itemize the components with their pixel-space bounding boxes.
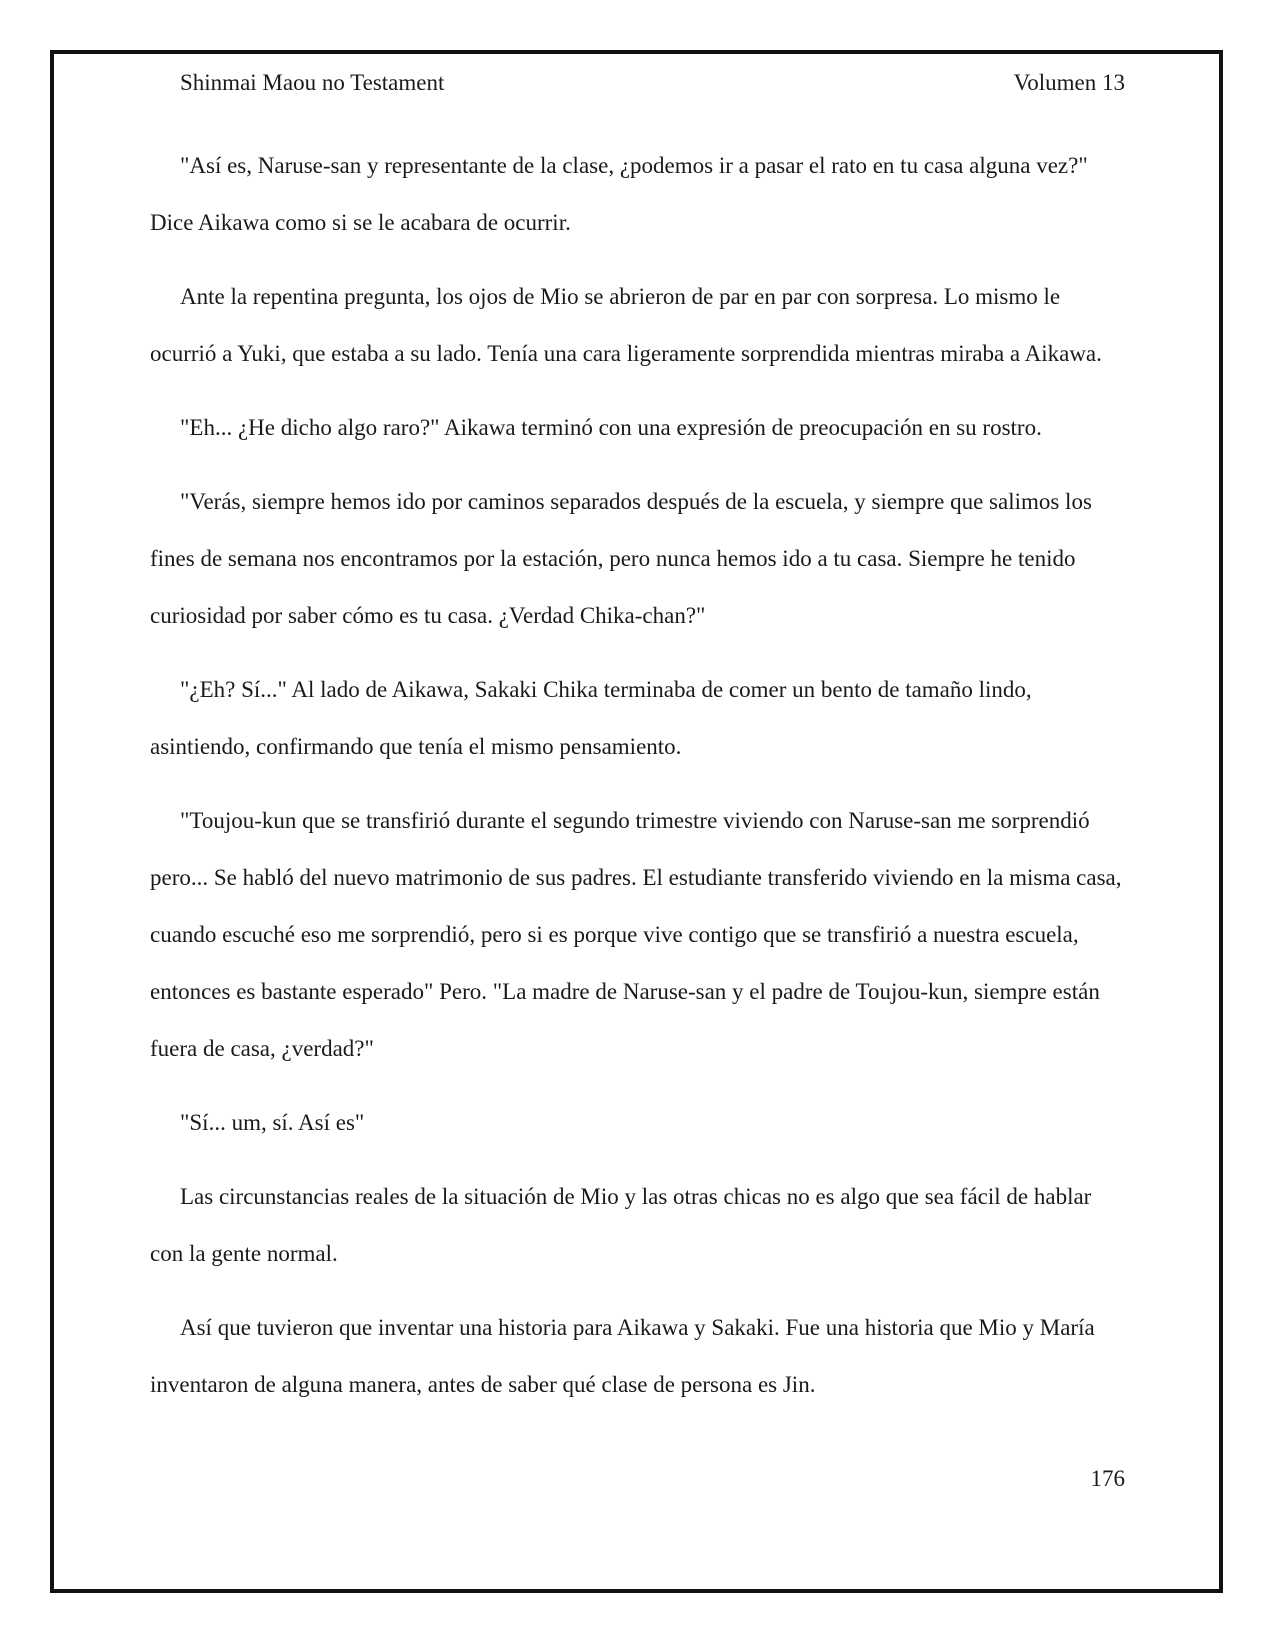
paragraph: "Eh... ¿He dicho algo raro?" Aikawa terminó con una expresión de preocupación en su rostro. — [180, 415, 1042, 440]
page-number: 176 — [1090, 1466, 1125, 1491]
paragraph: "Toujou-kun que se transfirió durante el segundo trimestre viviendo con Naruse-san me sorprendió pero... Se habló del nuevo matrimonio de sus padres. El estudiante transferido viviendo en la misma casa, cuando escuché eso me sorprendió, pero si es porque vive contigo que se transfirió a nuestra escuela, entonces es bastante esperado" Pero. "La madre de Naruse-san y el padre de Toujou-kun, siempre están fuera de casa, ¿verdad?" — [150, 808, 1122, 1061]
paragraph: "Así es, Naruse-san y representante de la clase, ¿podemos ir a pasar el rato en tu casa alguna vez?" Dice Aikawa como si se le acabara de ocurrir. — [150, 153, 1088, 235]
paragraph: Las circunstancias reales de la situación de Mio y las otras chicas no es algo que sea fácil de hablar con la gente normal. — [150, 1184, 1092, 1266]
book-title: Shinmai Maou no Testament — [180, 70, 445, 95]
paragraph: "Verás, siempre hemos ido por caminos separados después de la escuela, y siempre que salimos los fines de semana nos encontramos por la estación, pero nunca hemos ido a tu casa. Siempre he tenido curiosidad por saber cómo es tu casa. ¿Verdad Chika-chan?" — [150, 489, 1092, 628]
paragraph: "Sí... um, sí. Así es" — [180, 1110, 365, 1135]
volume-label: Volumen 13 — [1013, 70, 1125, 95]
paragraph: Así que tuvieron que inventar una historia para Aikawa y Sakaki. Fue una historia que Mio y María inventaron de alguna manera, antes de saber qué clase de persona es Jin. — [150, 1315, 1095, 1397]
body-text — [150, 137, 1125, 1430]
paragraph: "¿Eh? Sí..." Al lado de Aikawa, Sakaki Chika terminaba de comer un bento de tamaño lindo, asintiendo, confirmando que tenía el mismo pensamiento. — [150, 677, 1032, 759]
running-header — [180, 70, 1125, 104]
paragraph: Ante la repentina pregunta, los ojos de Mio se abrieron de par en par con sorpresa. Lo mismo le ocurrió a Yuki, que estaba a su lado. Tenía una cara ligeramente sorprendida mientras miraba a Aikawa. — [150, 284, 1102, 366]
